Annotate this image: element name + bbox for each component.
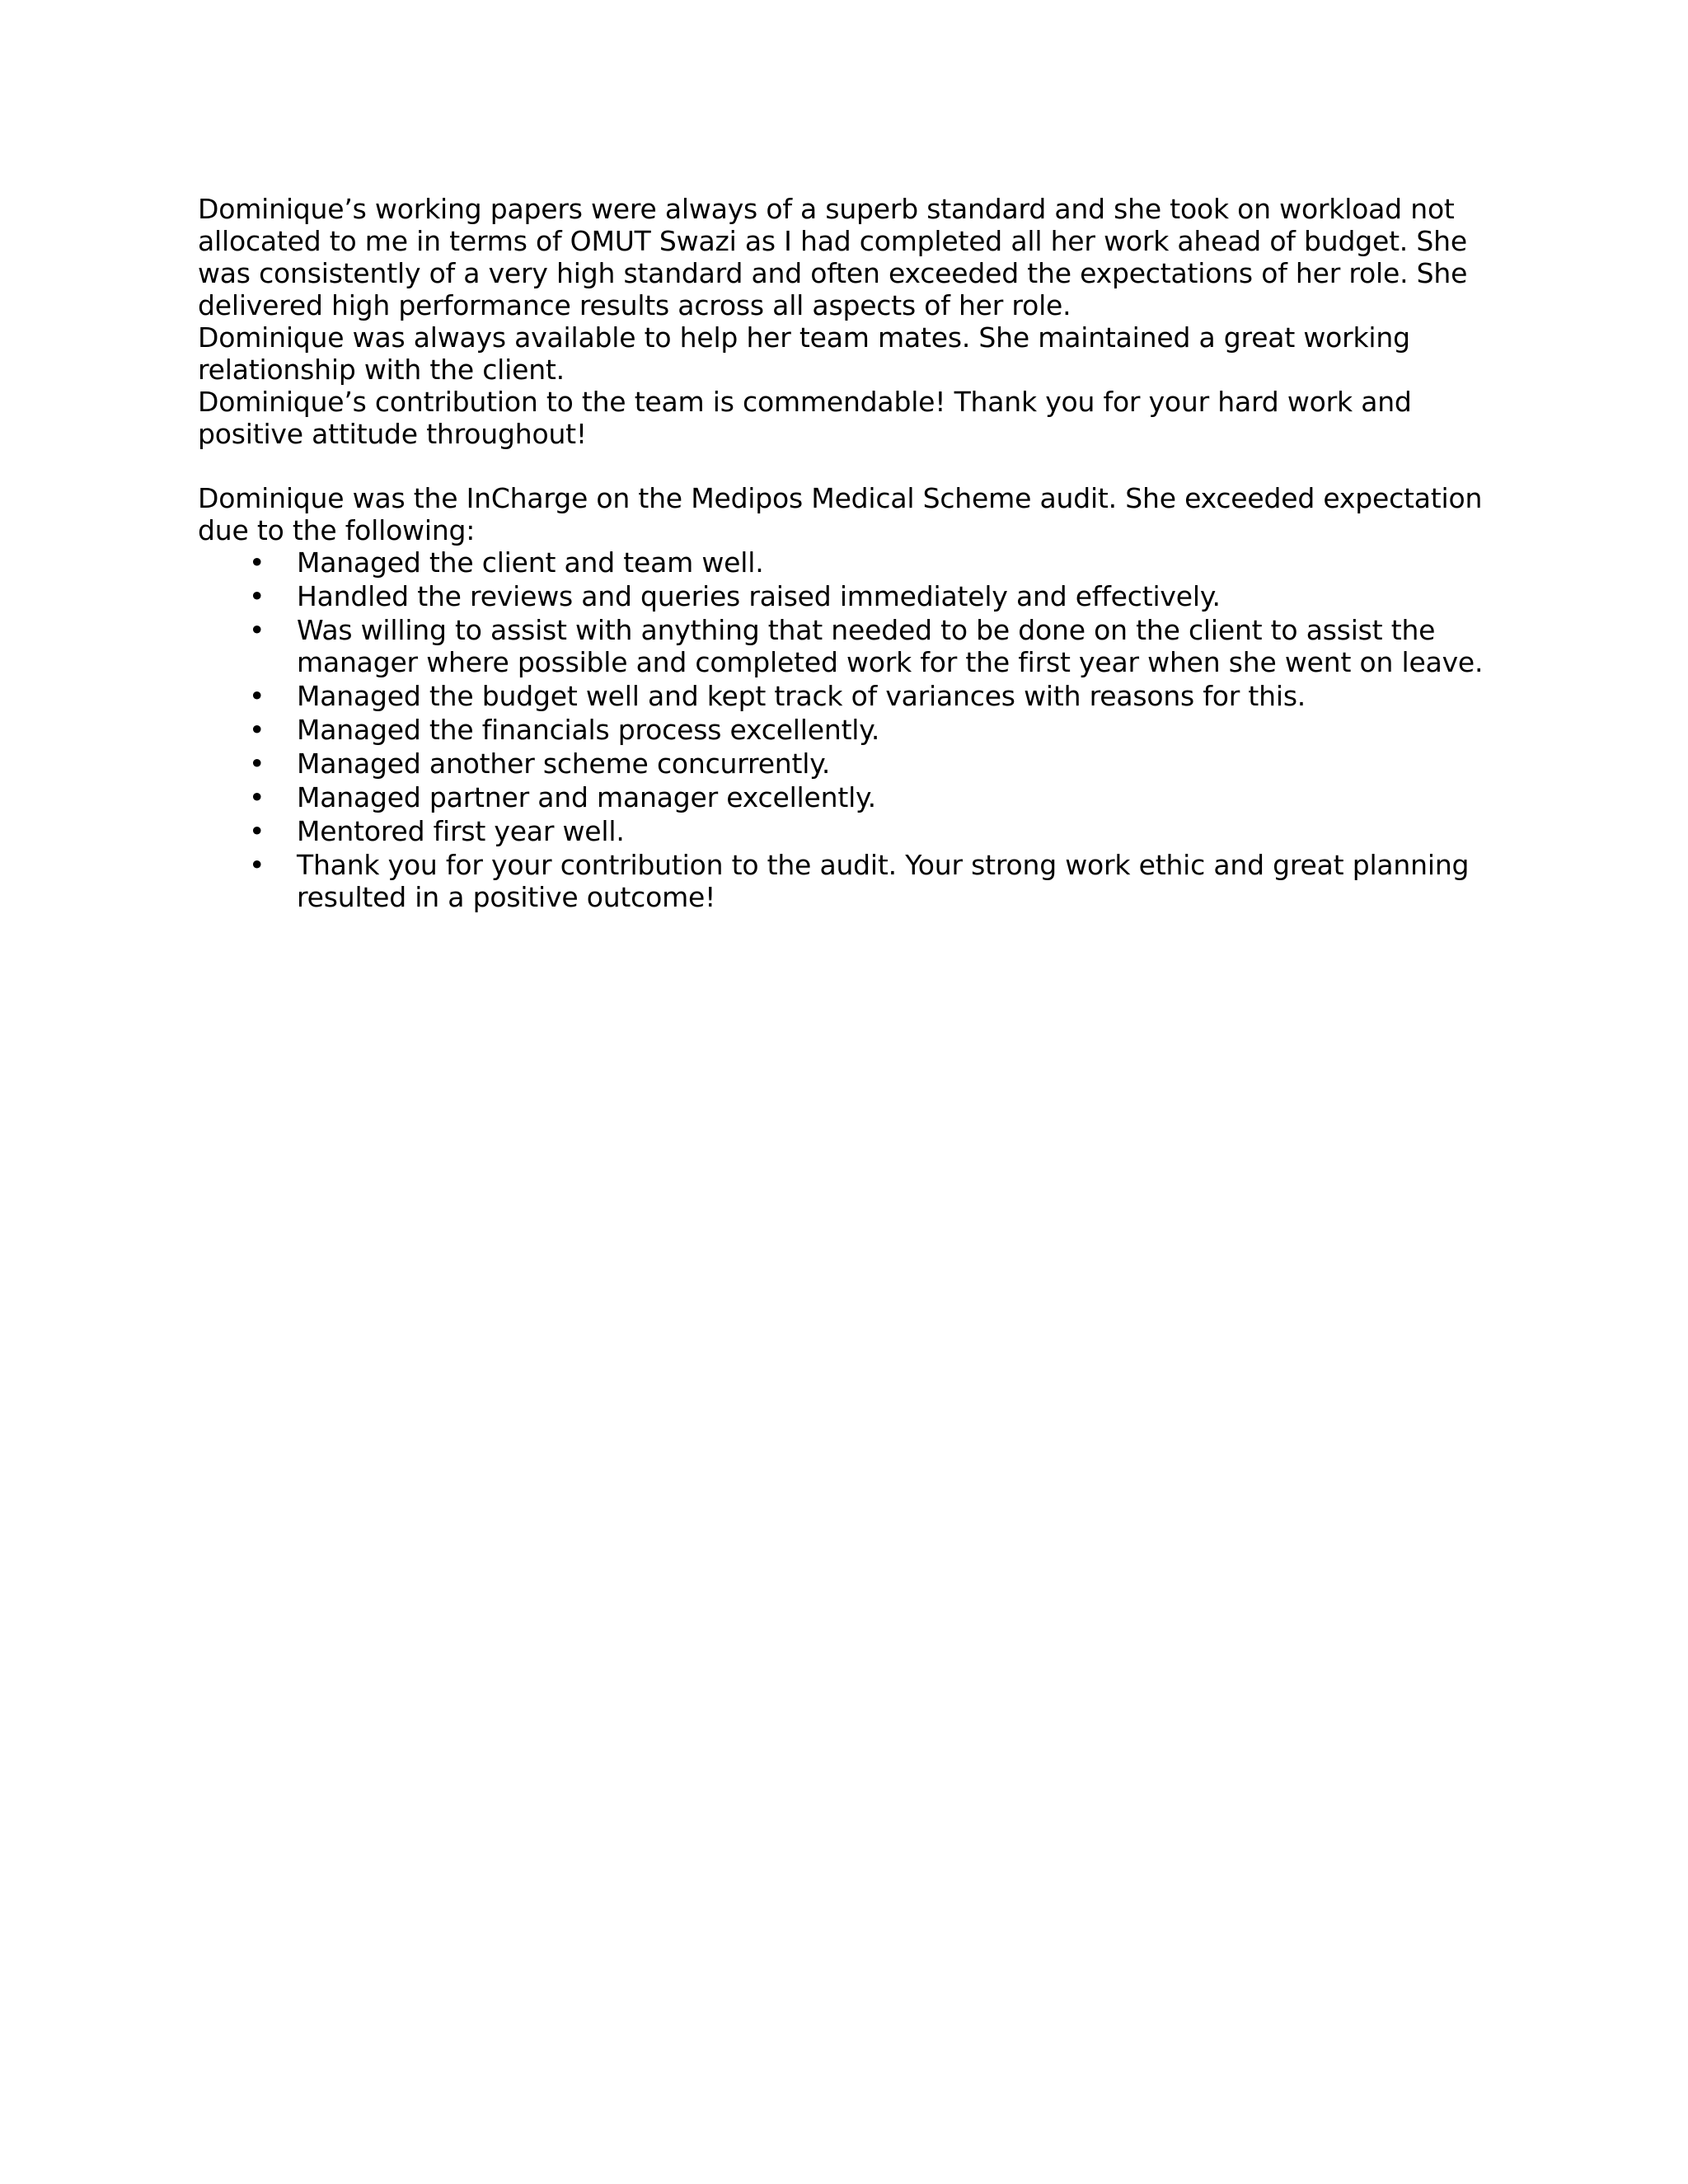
list-item xyxy=(198,849,1500,913)
bullet-icon: • xyxy=(249,580,265,612)
list-item xyxy=(198,714,1500,746)
list-item-text: Managed the client and team well. xyxy=(297,546,764,579)
list-item xyxy=(198,614,1500,678)
bullet-icon: • xyxy=(249,748,265,780)
bullet-icon: • xyxy=(249,815,265,847)
paragraph-spacer xyxy=(198,450,1500,482)
list-item-text: Managed the budget well and kept track of variances with reasons for this. xyxy=(297,680,1306,712)
list-item-text: Managed partner and manager excellently. xyxy=(297,781,876,813)
list-item xyxy=(198,748,1500,780)
bullet-icon: • xyxy=(249,614,265,646)
list-item-text: Managed the financials process excellently. xyxy=(297,714,880,746)
list-item xyxy=(198,546,1500,579)
achievement-list xyxy=(198,546,1500,913)
list-item xyxy=(198,680,1500,712)
paragraph-work-quality: Dominique’s working papers were always of a superb standard and she took on workload not allocated to me in terms of OMUT Swazi as I had completed all her work ahead of budget. She was consistently of a very high standard and often exceeded the expectations of her role. She delivered high performance results across all aspects of her role. xyxy=(198,193,1468,321)
list-item-text: Mentored first year well. xyxy=(297,815,625,847)
bullet-icon: • xyxy=(249,714,265,746)
list-item-text: Handled the reviews and queries raised immediately and effectively. xyxy=(297,580,1221,612)
bullet-icon: • xyxy=(249,849,265,881)
bullet-icon: • xyxy=(249,680,265,712)
list-item-text: Thank you for your contribution to the audit. Your strong work ethic and great planning resulted in a positive outcome! xyxy=(297,849,1470,913)
paragraph-contribution: Dominique’s contribution to the team is commendable! Thank you for your hard work and positive attitude throughout! xyxy=(198,386,1412,450)
paragraph-audit-intro: Dominique was the InCharge on the Medipos Medical Scheme audit. She exceeded expectation due to the following: xyxy=(198,482,1483,546)
bullet-icon: • xyxy=(249,781,265,813)
bullet-icon: • xyxy=(249,546,265,579)
list-item-text: Was willing to assist with anything that needed to be done on the client to assist the manager where possible and completed work for the first year when she went on leave. xyxy=(297,614,1484,678)
list-item xyxy=(198,781,1500,813)
list-item xyxy=(198,580,1500,612)
document-body xyxy=(198,193,1500,915)
list-item xyxy=(198,815,1500,847)
paragraph-team-support: Dominique was always available to help her team mates. She maintained a great working relationship with the client. xyxy=(198,321,1410,386)
list-item-text: Managed another scheme concurrently. xyxy=(297,748,831,780)
